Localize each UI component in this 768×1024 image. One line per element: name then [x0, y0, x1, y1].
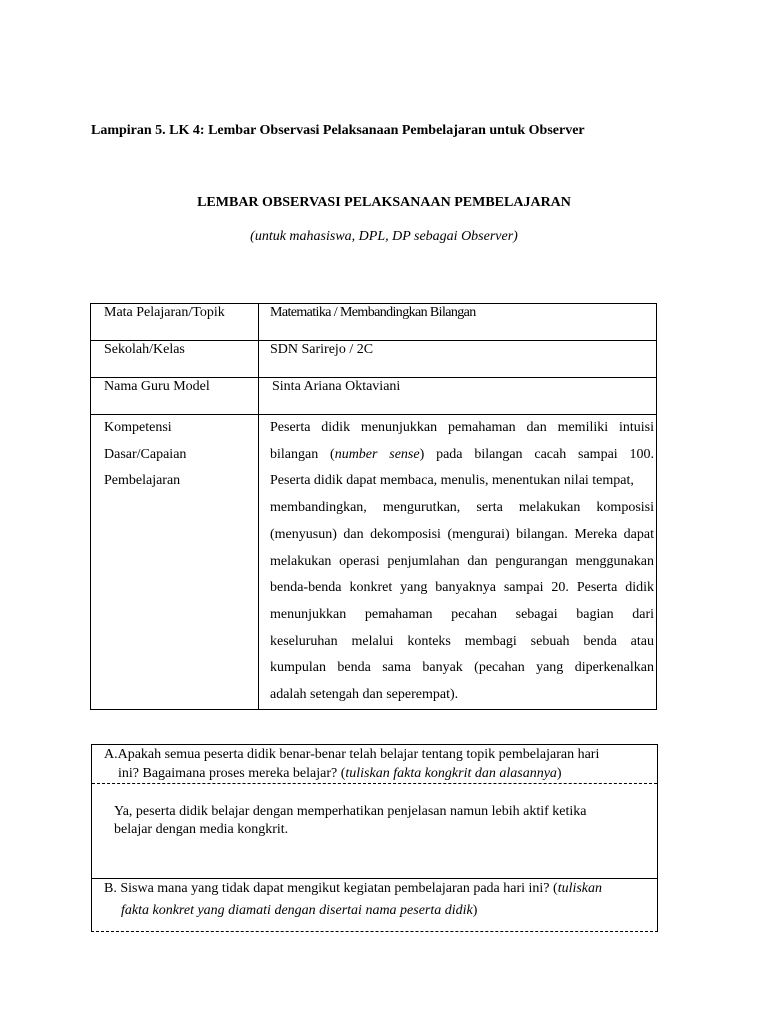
subject-value: Matematika / Membandingkan Bilangan: [259, 304, 657, 341]
question-a: [92, 745, 657, 784]
answer-a-line1: Ya, peserta didik belajar dengan memperhatikan penjelasan namun lebih aktif ketika: [114, 804, 587, 819]
table-row-subject: [91, 304, 657, 341]
table-row-teacher: [91, 378, 657, 415]
observation-questions: [91, 744, 658, 932]
lesson-info-table: [90, 303, 657, 710]
competency-value: Peserta didik menunjukkan pemahaman dan memiliki intuisi bilangan (number sense) pada bilangan cacah sampai 100. Peserta didik dapat membaca, menulis, menentukan nilai tempat, membandingkan, mengurutkan, serta melakukan komposisi (menyusun) dan dekomposisi (mengurai) bilangan. Mereka dapat melakukan operasi penjumlahan dan pengurangan menggunakan benda-benda konkret yang banyaknya sampai 20. Peserta didik menunjukkan pemahaman pecahan sebagai bagian dari keseluruhan melalui konteks membagi sebuah benda atau kumpulan benda sama banyak (pecahan yang diperkenalkan adalah setengah dan seperempat).: [259, 415, 657, 710]
table-row-school: [91, 341, 657, 378]
competency-label: Kompetensi Dasar/Capaian Pembelajaran: [91, 415, 259, 710]
question-b-line2: fakta konkret yang diamati dengan disertai nama peserta didik): [121, 903, 478, 918]
table-row-competency: [91, 415, 657, 710]
school-label: Sekolah/Kelas: [91, 341, 259, 378]
document-title: LEMBAR OBSERVASI PELAKSANAAN PEMBELAJARAN: [197, 195, 571, 210]
appendix-heading: Lampiran 5. LK 4: Lembar Observasi Pelaksanaan Pembelajaran untuk Observer: [91, 123, 585, 138]
answer-a: [92, 784, 657, 879]
subject-label: Mata Pelajaran/Topik: [91, 304, 259, 341]
question-b-line1: B. Siswa mana yang tidak dapat mengikut kegiatan pembelajaran pada hari ini? (tuliskan: [104, 881, 603, 896]
teacher-label: Nama Guru Model: [91, 378, 259, 415]
question-b: [92, 879, 657, 931]
answer-a-line2: belajar dengan media kongkrit.: [114, 822, 289, 837]
question-a-line1: A.Apakah semua peserta didik benar-benar telah belajar tentang topik pembelajaran hari: [104, 747, 600, 762]
question-a-line2: ini? Bagaimana proses mereka belajar? (tuliskan fakta kongkrit dan alasannya): [118, 766, 562, 781]
document-subtitle: (untuk mahasiswa, DPL, DP sebagai Observer): [250, 229, 518, 244]
teacher-value: Sinta Ariana Oktaviani: [259, 378, 657, 415]
school-value: SDN Sarirejo / 2C: [259, 341, 657, 378]
